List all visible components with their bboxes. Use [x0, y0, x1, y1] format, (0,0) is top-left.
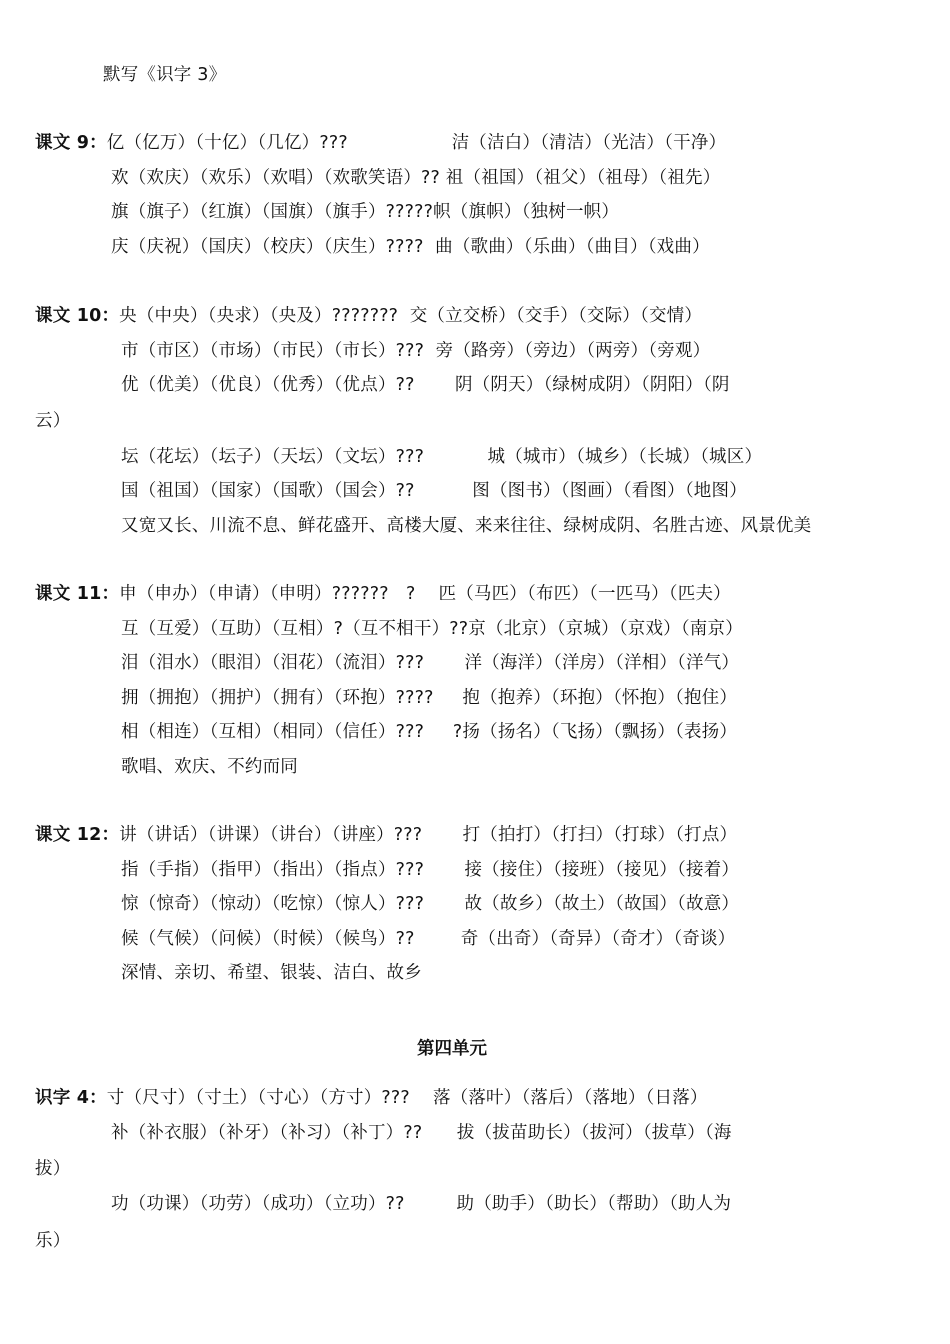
lesson11-line6: 歌唱、欢庆、不约而同: [121, 757, 298, 777]
lesson11-label: 课文 11：: [35, 584, 120, 604]
lesson12-label: 课文 12：: [35, 825, 120, 845]
lesson10-line5: 国（祖国）（国家）（国歌）（国会）?? 图（图书）（图画）（看图）（地图）: [121, 481, 747, 501]
lesson9-line2: 欢（欢庆）（欢乐）（欢唱）（欢歌笑语）?? 祖（祖国）（祖父）（祖母）（祖先）: [111, 168, 721, 188]
shizi4-line1: 寸（尺寸）（寸土）（寸心）（方寸）??? 落（落叶）（落后）（落地）（日落）: [106, 1088, 708, 1108]
lesson12-line2: 指（手指）（指甲）（指出）（指点）??? 接（接住）（接班）（接见）（接着）: [121, 860, 740, 880]
lesson9-row1: [35, 131, 726, 155]
lesson10-line2: 市（市区）（市场）（市民）（市长）??? 旁（路旁）（旁边）（两旁）（旁观）: [121, 341, 711, 361]
lesson10-row1: [35, 304, 702, 328]
shizi4-line2: 补（补衣服）（补牙）（补习）（补丁）?? 拔（拔苗助长）（拔河）（拔草）（海: [111, 1123, 732, 1143]
lesson10-line1: 央（中央）（央求）（央及）??????? 交（立交桥）（交手）（交际）（交情）: [119, 306, 703, 326]
shizi4-row1: [35, 1086, 708, 1110]
shizi4-line3: 功（功课）（功劳）（成功）（立功）?? 助（助手）（助长）（帮助）（助人为: [111, 1194, 732, 1214]
lesson12-line5: 深情、亲切、希望、银装、洁白、故乡: [121, 963, 422, 983]
lesson11-line3: 泪（泪水）（眼泪）（泪花）（流泪）??? 洋（海洋）（洋房）（洋相）（洋气）: [121, 653, 740, 673]
lesson10-line4: 坛（花坛）（坛子）（天坛）（文坛）??? 城（城市）（城乡）（长城）（城区）: [121, 447, 763, 467]
lesson10-line6: 又宽又长、川流不息、鲜花盛开、高楼大厦、来来往往、绿树成阴、名胜古迹、风景优美: [121, 516, 812, 536]
page-title: 默写《识字 3》: [103, 65, 227, 85]
unit4-heading: 第四单元: [417, 1039, 487, 1059]
lesson12-line4: 候（气候）（问候）（时候）（候鸟）?? 奇（出奇）（奇异）（奇才）（奇谈）: [121, 929, 736, 949]
lesson12-row1: [35, 823, 737, 847]
shizi4-label: 识字 4：: [35, 1088, 107, 1108]
shizi4-line3-wrap: 乐）: [35, 1231, 71, 1251]
lesson10-line3: 优（优美）（优良）（优秀）（优点）?? 阴（阴天）（绿树成阴）（阴阳）（阴: [121, 375, 730, 395]
lesson11-line2: 互（互爱）（互助）（互相）?（互不相干）??京（北京）（京城）（京戏）（南京）: [121, 619, 743, 639]
shizi4-line2-wrap: 拔）: [35, 1159, 71, 1179]
lesson9-line3: 旗（旗子）（红旗）（国旗）（旗手）?????帜（旗帜）（独树一帜）: [111, 202, 620, 222]
lesson12-line3: 惊（惊奇）（惊动）（吃惊）（惊人）??? 故（故乡）（故土）（故国）（故意）: [121, 894, 740, 914]
lesson10-label: 课文 10：: [35, 306, 120, 326]
lesson9-line4: 庆（庆祝）（国庆）（校庆）（庆生）???? 曲（歌曲）（乐曲）（曲目）（戏曲）: [111, 237, 710, 257]
lesson11-row1: [35, 582, 731, 606]
lesson10-line3-wrap: 云）: [35, 411, 71, 431]
lesson11-line5: 相（相连）（互相）（相同）（信任）??? ?扬（扬名）（飞扬）（飘扬）（表扬）: [121, 722, 738, 742]
lesson11-line4: 拥（拥抱）（拥护）（拥有）（环抱）???? 抱（抱养）（环抱）（怀抱）（抱住）: [121, 688, 738, 708]
lesson11-line1: 申（申办）（申请）（申明）?????? ? 匹（马匹）（布匹）（一匹马）（匹夫）: [119, 584, 731, 604]
lesson9-line1: 亿（亿万）（十亿）（几亿）??? 洁（洁白）（清洁）（光洁）（干净）: [106, 133, 727, 153]
lesson12-line1: 讲（讲话）（讲课）（讲台）（讲座）??? 打（拍打）（打扫）（打球）（打点）: [119, 825, 738, 845]
lesson9-label: 课文 9：: [35, 133, 107, 153]
